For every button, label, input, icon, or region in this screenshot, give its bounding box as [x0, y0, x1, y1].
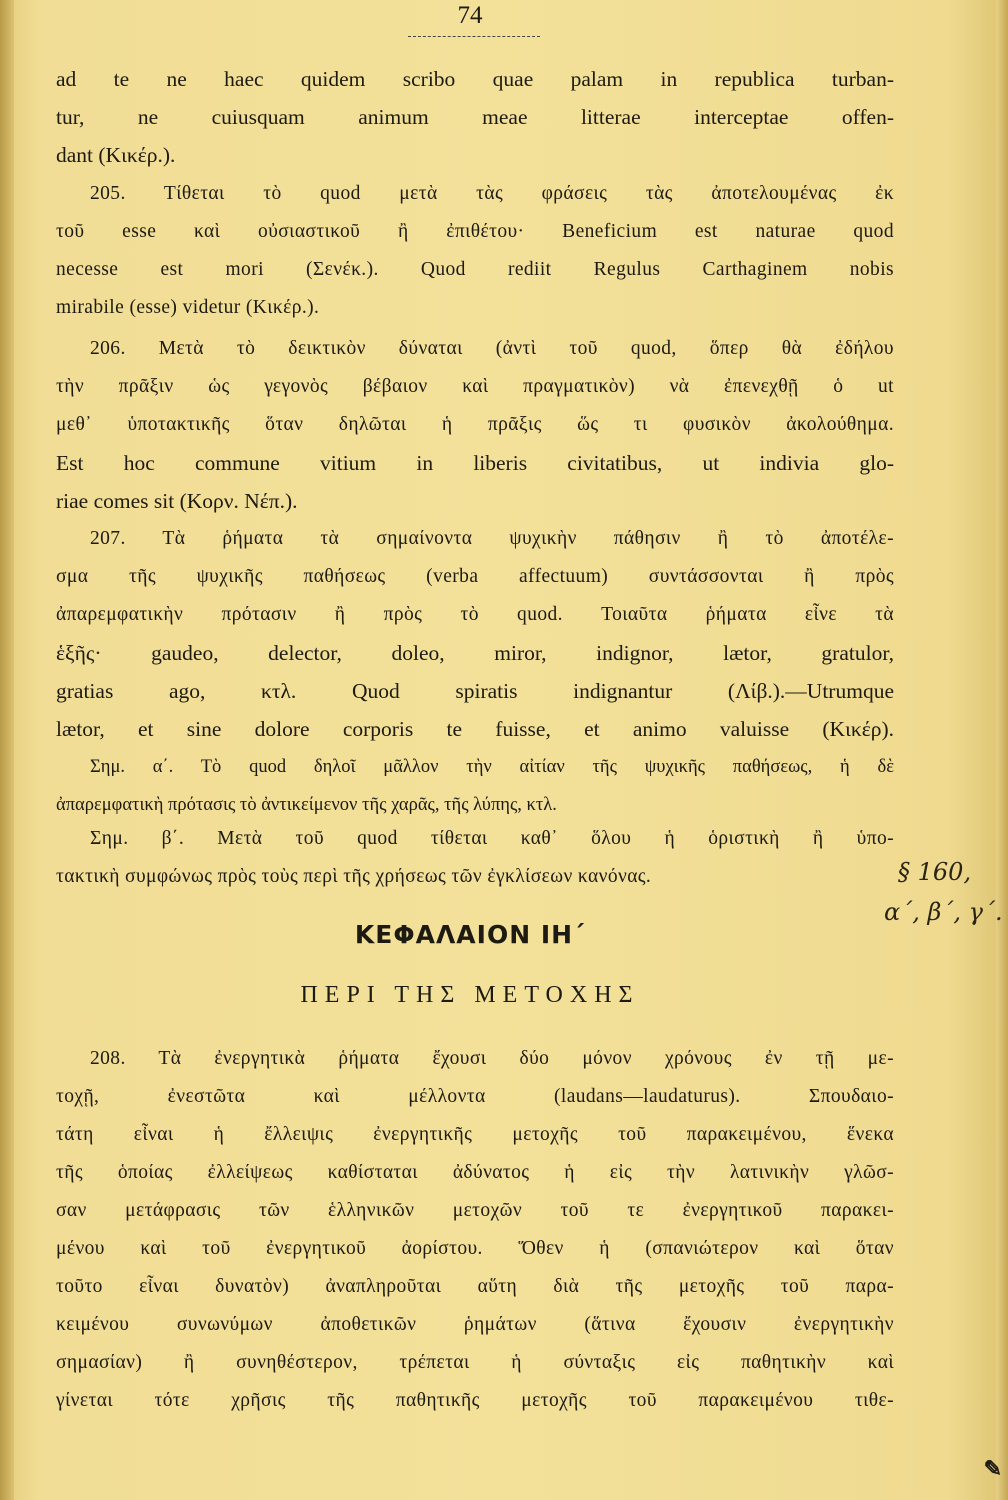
text-line: Est hoc commune vitium in liberis civitatibus, ut indivia glo-: [56, 451, 894, 475]
text-line: σημασίαν) ἢ συνηθέστερον, τρέπεται ἡ σύνταξις εἰς παθητικὴν καὶ: [56, 1352, 894, 1373]
text-line: 208. Τὰ ἐνεργητικὰ ῥήματα ἔχουσι δύο μόνον χρόνους ἐν τῇ με-: [90, 1048, 894, 1069]
section-206: [56, 330, 894, 520]
text-line: τοῦ esse καὶ οὐσιαστικοῦ ἢ ἐπιθέτου· Beneficium est naturae quod: [56, 221, 894, 242]
section-207: [56, 520, 894, 748]
text-line: σμα τῆς ψυχικῆς παθήσεως (verba affectuum) συντάσσονται ἢ πρὸς: [56, 566, 894, 587]
text-line: lætor, et sine dolore corporis te fuisse, et animo valuisse (Κικέρ).: [56, 717, 894, 741]
text-line: 207. Τὰ ῥήματα τὰ σημαίνοντα ψυχικὴν πάθησιν ἢ τὸ ἀποτέλε-: [90, 528, 894, 549]
handwritten-margin-note: § 160,: [898, 858, 972, 886]
text-line: ad te ne haec quidem scribo quae palam in republica turban-: [56, 67, 894, 91]
text-line: ἀπαρεμφατικὴν πρότασιν ἢ πρὸς τὸ quod. Τοιαῦτα ῥήματα εἶνε τὰ: [56, 604, 894, 625]
text-line: μεθ᾽ ὑποτακτικῆς ὅταν δηλῶται ἡ πρᾶξις ὥς τι φυσικὸν ἀκολούθημα.: [56, 414, 894, 435]
text-line: riae comes sit (Κορν. Νέπ.).: [56, 489, 298, 513]
top-paragraph: [56, 60, 894, 174]
text-line: σαν μετάφρασις τῶν ἑλληνικῶν μετοχῶν τοῦ τε ἐνεργητικοῦ παρακει-: [56, 1200, 894, 1221]
text-line: tur, ne cuiusquam animum meae litterae interceptae offen-: [56, 105, 894, 129]
text-line: mirabile (esse) videtur (Κικέρ.).: [56, 297, 320, 318]
text-line: Σημ. β΄. Μετὰ τοῦ quod τίθεται καθ᾽ ὅλου ἡ ὁριστικὴ ἢ ὑπο-: [90, 828, 894, 849]
text-line: Σημ. α΄. Τὸ quod δηλοῖ μᾶλλον τὴν αἰτίαν τῆς ψυχικῆς παθήσεως, ἡ δὲ: [90, 757, 894, 777]
chapter-subtitle: ΠΕΡΙ ΤΗΣ ΜΕΤΟΧΗΣ: [300, 982, 640, 1008]
text-line: dant (Κικέρ.).: [56, 143, 176, 167]
text-line: ἀπαρεμφατικὴ πρότασις τὸ ἀντικείμενον τῆς χαρᾶς, τῆς λύπης, κτλ.: [56, 795, 557, 815]
text-line: τάτη εἶναι ἡ ἔλλειψις ἐνεργητικῆς μετοχῆς τοῦ παρακειμένου, ἕνεκα: [56, 1124, 894, 1145]
text-line: 206. Μετὰ τὸ δεικτικὸν δύναται (ἀντὶ τοῦ quod, ὅπερ θὰ ἐδήλου: [90, 338, 894, 359]
text-line: necesse est mori (Σενέκ.). Quod rediit Regulus Carthaginem nobis: [56, 259, 894, 280]
text-line: τοχῇ, ἐνεστῶτα καὶ μέλλοντα (laudans—laudaturus). Σπουδαιο-: [56, 1086, 894, 1107]
note-a: [56, 748, 894, 824]
note-b: [56, 820, 894, 896]
page-left-edge: [0, 0, 14, 1500]
text-line: τῆς ὁποίας ἐλλείψεως καθίσταται ἀδύνατος ἡ εἰς τὴν λατινικὴν γλῶσ-: [56, 1162, 894, 1183]
text-line: τοῦτο εἶναι δυνατὸν) ἀναπληροῦται αὕτη διὰ τῆς μετοχῆς τοῦ παρα-: [56, 1276, 894, 1297]
section-208: [56, 1040, 894, 1420]
page-right-edge: [996, 0, 1008, 1500]
section-205: [56, 175, 894, 327]
text-line: γίνεται τότε χρῆσις τῆς παθητικῆς μετοχῆς τοῦ παρακειμένου τιθε-: [56, 1390, 894, 1411]
text-line: κειμένου συνωνύμων ἀποθετικῶν ῥημάτων (ἅτινα ἔχουσιν ἐνεργητικὴν: [56, 1314, 894, 1335]
text-line: gratias ago, κτλ. Quod spiratis indignantur (Λίβ.).—Utrumque: [56, 679, 894, 703]
text-line: ἑξῆς· gaudeo, delector, doleo, miror, indignor, lætor, gratulor,: [56, 641, 894, 665]
text-line: τακτικὴ συμφώνως πρὸς τοὺς περὶ τῆς χρήσεως τῶν ἐγκλίσεων κανόνας.: [56, 866, 652, 887]
handwritten-margin-note: α΄, β΄, γ΄.: [884, 898, 1003, 926]
text-line: 205. Τίθεται τὸ quod μετὰ τὰς φράσεις τὰς ἀποτελουμένας ἐκ: [90, 183, 894, 204]
text-line: μένου καὶ τοῦ ἐνεργητικοῦ ἀορίστου. Ὅθεν ἡ (σπανιώτερον καὶ ὅταν: [56, 1238, 894, 1259]
chapter-title: ΚΕΦΑΛΑΙΟΝ ΙΗ΄: [354, 920, 586, 949]
text-line: τὴν πρᾶξιν ὡς γεγονὸς βέβαιον καὶ πραγματικὸν) νὰ ἐπενεχθῇ ὁ ut: [56, 376, 894, 397]
corner-ink-mark: ✎: [983, 1456, 1002, 1482]
header-rule: [408, 36, 540, 37]
page-number: 74: [457, 2, 483, 29]
